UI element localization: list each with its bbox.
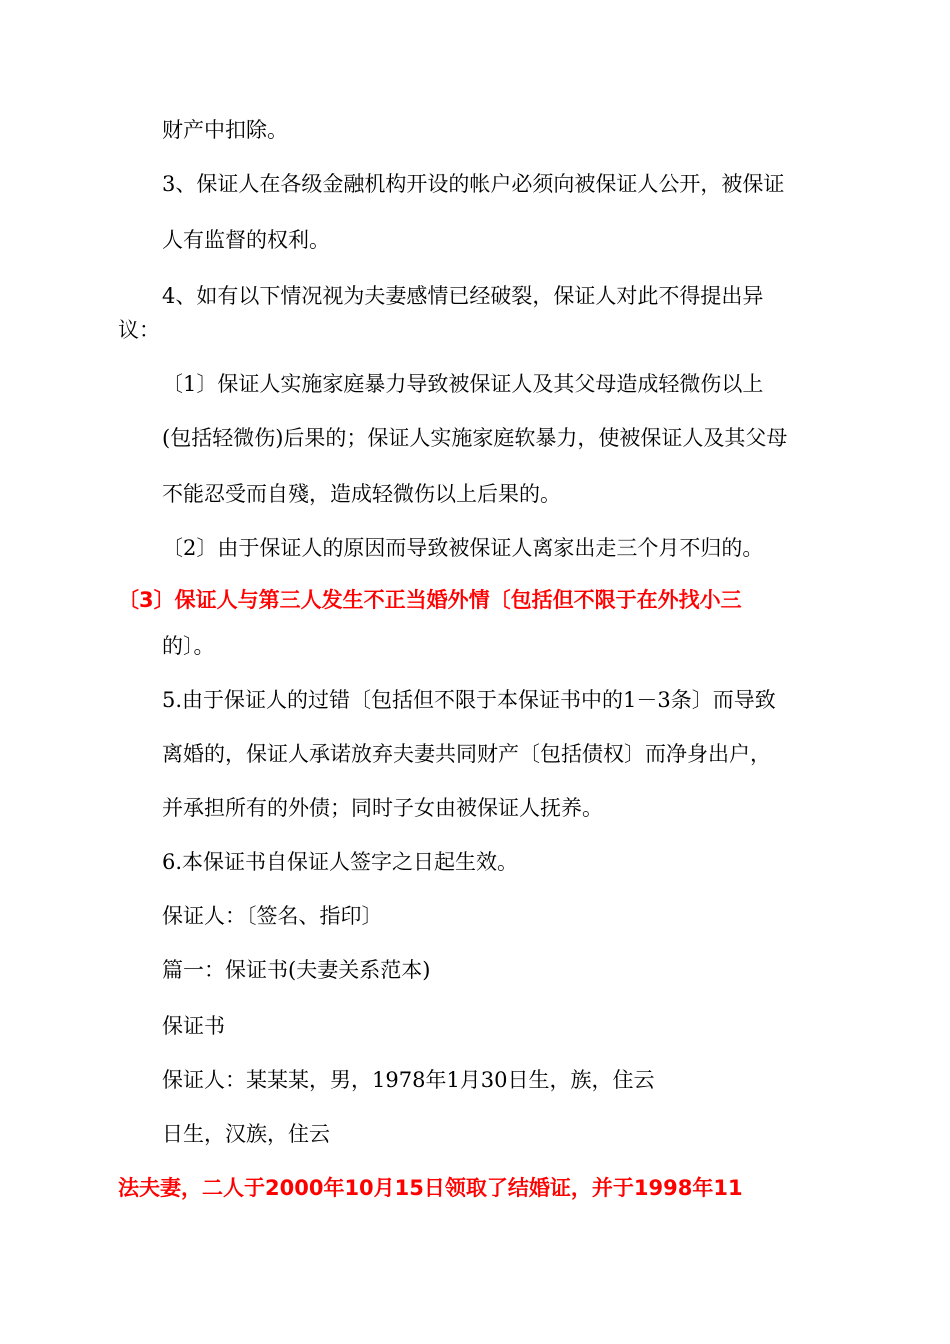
text-line-2: 3、保证人在各级金融机构开设的帐户必须向被保证人公开，被保证	[162, 172, 785, 196]
text-line-11: 的〕。	[162, 634, 215, 658]
text-line-19: 保证人：某某某，男，1978年1月30日生，族，住云	[162, 1068, 655, 1092]
text-line-20: 日生，汉族，住云	[162, 1122, 330, 1146]
text-line-12: 5.由于保证人的过错〔包括但不限于本保证书中的1－3条〕而导致	[162, 688, 776, 712]
text-line-7: (包括轻微伤)后果的；保证人实施家庭软暴力，使被保证人及其父母	[162, 426, 788, 450]
text-line-17: 篇一：保证书(夫妻关系范本)	[162, 958, 431, 982]
text-line-3: 人有监督的权利。	[162, 228, 330, 252]
text-line-4: 4、如有以下情况视为夫妻感情已经破裂，保证人对此不得提出异	[162, 284, 764, 308]
text-line-9: 〔2〕由于保证人的原因而导致被保证人离家出走三个月不归的。	[162, 536, 764, 560]
text-line-16: 保证人：〔签名、指印〕	[162, 904, 383, 928]
text-line-6: 〔1〕保证人实施家庭暴力导致被保证人及其父母造成轻微伤以上	[162, 372, 764, 396]
text-line-13: 离婚的，保证人承诺放弃夫妻共同财产〔包括债权〕而净身出户，	[162, 742, 771, 766]
text-line-14: 并承担所有的外债；同时子女由被保证人抚养。	[162, 796, 603, 820]
text-line-15: 6.本保证书自保证人签字之日起生效。	[162, 850, 519, 874]
text-line-8: 不能忍受而自殘，造成轻微伤以上后果的。	[162, 482, 561, 506]
text-line-1: 财产中扣除。	[162, 118, 288, 142]
text-line-18: 保证书	[162, 1014, 225, 1038]
highlighted-line-2: 法夫妻，二人于2000年10月15日领取了结婚证，并于1998年11	[118, 1176, 743, 1200]
text-line-5: 议：	[118, 318, 160, 342]
highlighted-line-1: 〔3〕保证人与第三人发生不正当婚外情〔包括但不限于在外找小三	[118, 588, 742, 612]
